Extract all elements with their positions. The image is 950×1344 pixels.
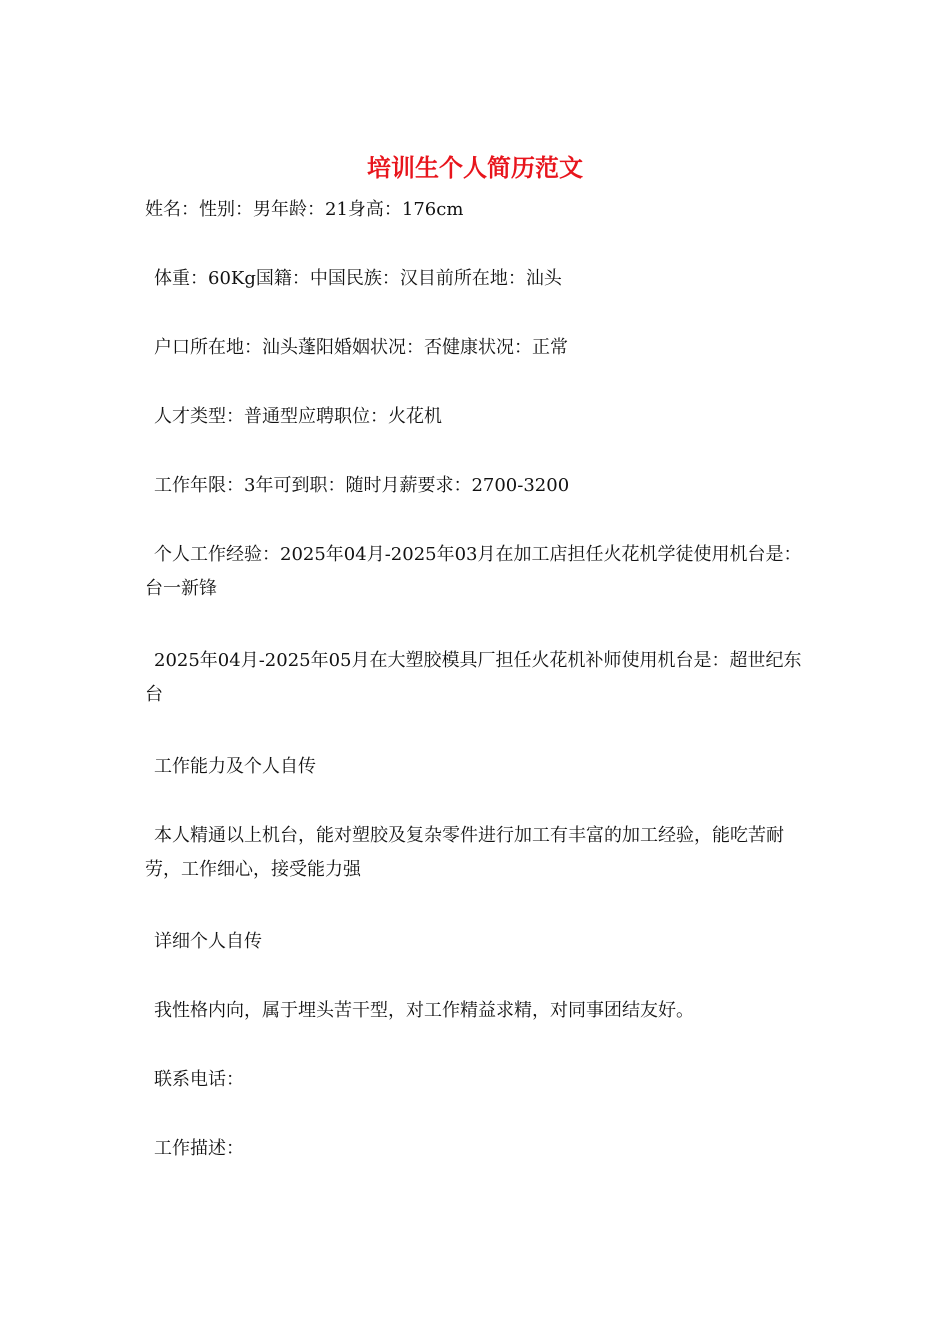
paragraph-experience-1: 个人工作经验：2025年04月-2025年03月在加工店担任火花机学徒使用机台是：台一新锋	[145, 544, 802, 599]
paragraph-basic-info: 姓名：性别：男年龄：21身高：176cm	[145, 199, 464, 220]
document-title: 培训生个人简历范文	[367, 153, 583, 182]
paragraph-residence-status: 户口所在地：汕头蓬阳婚姻状况：否健康状况：正常	[154, 337, 568, 358]
paragraph-work-years: 工作年限：3年可到职：随时月薪要求：2700-3200	[154, 475, 570, 496]
paragraph-autobiography: 我性格内向，属于埋头苦干型，对工作精益求精，对同事团结友好。	[154, 1000, 694, 1021]
paragraph-job-description: 工作描述：	[154, 1138, 244, 1159]
paragraph-talent-type: 人才类型：普通型应聘职位：火花机	[154, 406, 442, 427]
section-heading-abilities: 工作能力及个人自传	[154, 756, 316, 777]
section-heading-autobiography: 详细个人自传	[154, 931, 262, 952]
paragraph-abilities: 本人精通以上机台，能对塑胶及复杂零件进行加工有丰富的加工经验，能吃苦耐劳，工作细心，接受能力强	[145, 825, 784, 880]
paragraph-weight-nationality: 体重：60Kg国籍：中国民族：汉目前所在地：汕头	[154, 268, 562, 289]
paragraph-contact-phone: 联系电话：	[154, 1069, 244, 1090]
paragraph-experience-2: 2025年04月-2025年05月在大塑胶模具厂担任火花机补师使用机台是：超世纪东台	[145, 650, 802, 705]
